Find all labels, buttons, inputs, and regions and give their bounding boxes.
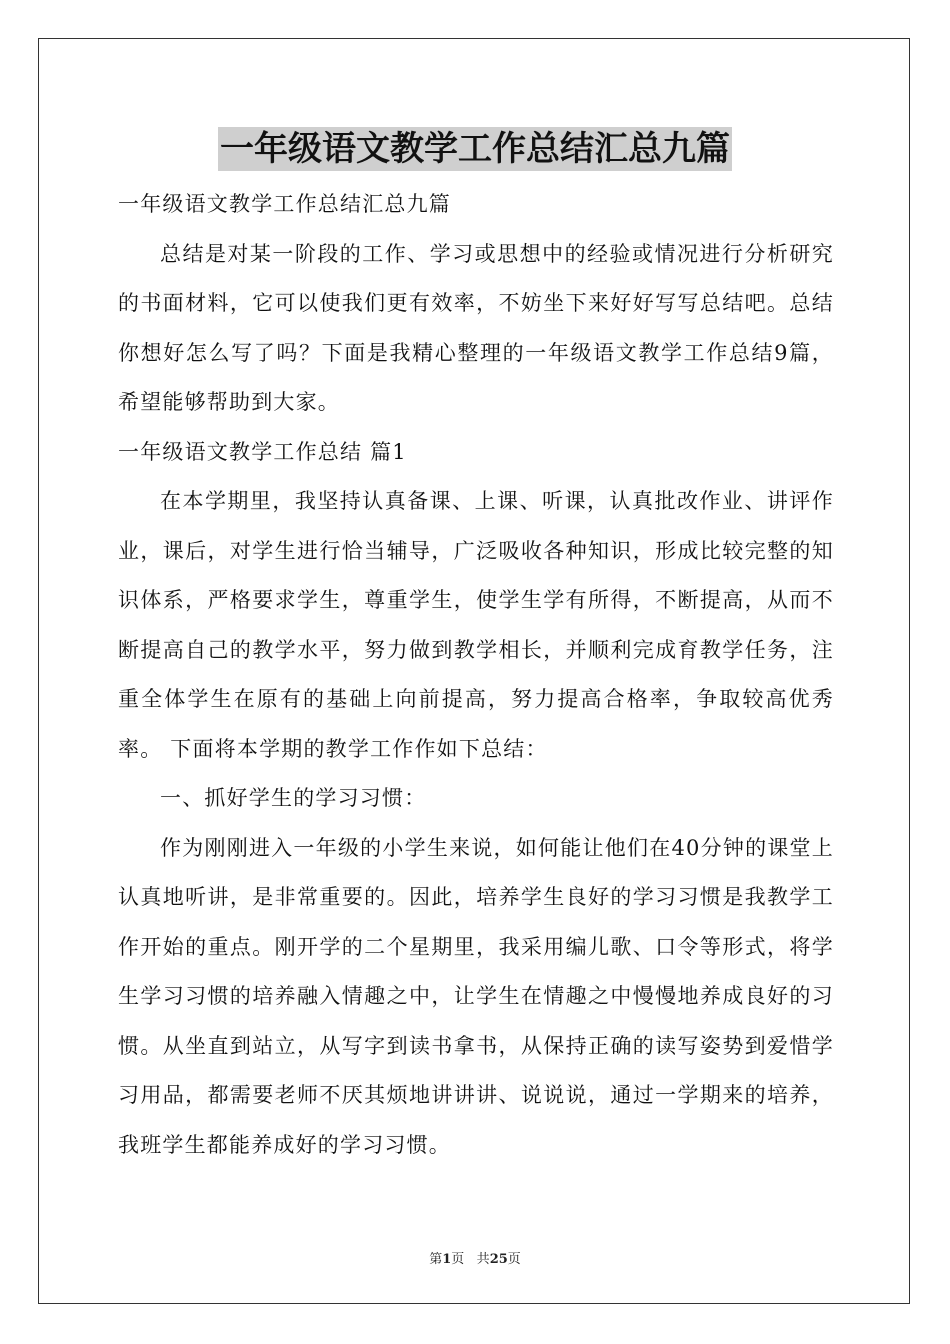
current-page-number: 1	[442, 1252, 452, 1267]
page-prefix: 第	[429, 1252, 443, 1267]
total-suffix: 页	[507, 1252, 521, 1267]
total-prefix: 共	[476, 1252, 490, 1267]
paragraph: 一、抓好学生的学习习惯：	[160, 786, 427, 810]
page-footer	[0, 1248, 950, 1267]
page-suffix: 页	[451, 1252, 465, 1267]
total-page-count: 25	[489, 1252, 508, 1267]
document-title: 一年级语文教学工作总结汇总九篇	[220, 129, 730, 169]
paragraph: 在本学期里，我坚持认真备课、上课、听课，认真批改作业、讲评作业，课后，对学生进行恰当辅导，广泛吸收各种知识，形成比较完整的知识体系，严格要求学生，尊重学生，使学生学有所得，不断提高，从而不断提高自己的教学水平，努力做到教学相长，并顺利完成育教学任务，注重全体学生在原有的基础上向前提高，努力提高合格率，争取较高优秀率。 下面将本学期的教学工作作如下总结：	[118, 489, 834, 761]
document-body	[118, 180, 834, 1170]
title-container	[0, 127, 950, 171]
paragraph: 总结是对某一阶段的工作、学习或思想中的经验或情况进行分析研究的书面材料，它可以使我们更有效率，不妨坐下来好好写写总结吧。总结你想好怎么写了吗？下面是我精心整理的一年级语文教学工作总结9篇，希望能够帮助到大家。	[118, 241, 834, 414]
paragraph: 作为刚刚进入一年级的小学生来说，如何能让他们在40分钟的课堂上认真地听讲，是非常重要的。因此，培养学生良好的学习习惯是我教学工作开始的重点。刚开学的二个星期里，我采用编儿歌、口令等形式，将学生学习习惯的培养融入情趣之中，让学生在情趣之中慢慢地养成良好的习惯。从坐直到站立，从写字到读书拿书，从保持正确的读写姿势到爱惜学习用品，都需要老师不厌其烦地讲讲讲、说说说，通过一学期来的培养，我班学生都能养成好的学习习惯。	[118, 835, 834, 1157]
paragraph: 一年级语文教学工作总结 篇1	[118, 439, 407, 464]
paragraph: 一年级语文教学工作总结汇总九篇	[118, 192, 451, 216]
